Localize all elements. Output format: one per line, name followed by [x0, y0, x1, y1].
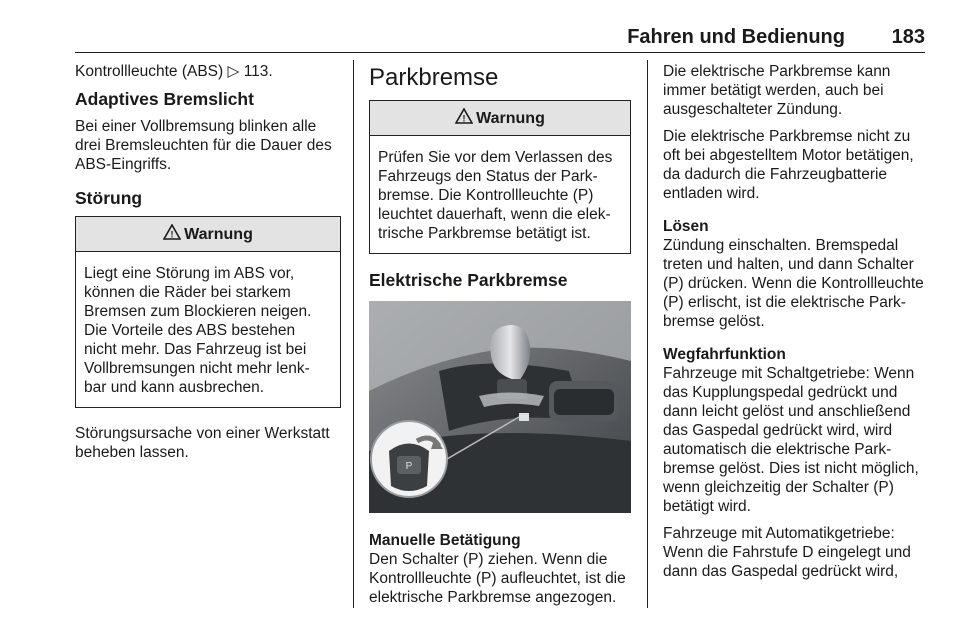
- column-1: [75, 62, 341, 470]
- page-number: 183: [891, 26, 925, 48]
- warning-text: Prüfen Sie vor dem Verlassen des Fahrzeugs den Status der Park- bremse. Die Kontrollleuchte (P) leuchtet dauerhaft, wenn die elek- trische Parkbremse betätigt ist.: [378, 149, 613, 242]
- paragraph-manual-transmission: Fahrzeuge mit Schaltgetriebe: Wenn das Kupplungspedal gedrückt und dann leicht gelöst und anschließend das Gaspedal gedrückt wird, wird automatisch die elektrische Park- bremse gelöst. Dies ist nicht möglich, wenn gleichzeitig der Schalter (P) betätigt wird.: [663, 365, 919, 515]
- column-2: [369, 62, 631, 615]
- column-3: [663, 62, 928, 589]
- heading-electric-parking-brake: Elektrische Parkbremse: [369, 270, 568, 290]
- page-header: [75, 24, 925, 50]
- warning-header: [76, 217, 340, 252]
- warning-box-parking: [369, 100, 631, 254]
- paragraph-workshop: Störungsursache von einer Werkstatt beheben lassen.: [75, 425, 330, 461]
- warning-header: [370, 101, 630, 136]
- warning-box-abs: [75, 216, 341, 408]
- paragraph-brake-light: Bei einer Vollbremsung blinken alle drei Bremsleuchten für die Dauer des ABS-Eingriffs.: [75, 118, 332, 173]
- heading-parking-brake: Parkbremse: [369, 64, 499, 91]
- warning-title: Warnung: [476, 109, 545, 127]
- heading-adaptive-brake-light: Adaptives Bremslicht: [75, 89, 254, 109]
- svg-text:!: !: [170, 229, 174, 239]
- header-rule: [75, 52, 925, 53]
- heading-drive-away: Wegfahrfunktion: [663, 346, 786, 363]
- svg-text:P: P: [405, 461, 413, 472]
- heading-manual-operation: Manuelle Betätigung: [369, 532, 521, 549]
- paragraph-battery: Die elektrische Parkbremse nicht zu oft bei abgestelltem Motor betätigen, da dadurch die Fahrzeugbatterie entladen wird.: [663, 128, 914, 202]
- heading-fault: Störung: [75, 188, 143, 208]
- warning-title: Warnung: [184, 225, 253, 243]
- gear-shifter-illustration: [369, 301, 631, 513]
- column-divider-2: [647, 60, 648, 608]
- warning-triangle-icon: [163, 224, 181, 245]
- paragraph-release: Zündung einschalten. Bremspedal treten und halten, und dann Schalter (P) drücken. Wenn die Kontrollleuchte (P) erlischt, ist die elektrische Park- bremse gelöst.: [663, 237, 924, 330]
- warning-triangle-icon: [455, 108, 473, 129]
- svg-text:!: !: [462, 113, 466, 123]
- paragraph-manual-operation: Den Schalter (P) ziehen. Wenn die Kontrollleuchte (P) aufleuchtet, ist die elektrische Parkbremse angezogen.: [369, 551, 626, 606]
- abs-reference: Kontrollleuchte (ABS) ▷ 113.: [75, 63, 273, 80]
- section-title: Fahren und Bedienung: [627, 26, 845, 48]
- warning-text: Liegt eine Störung im ABS vor, können die Räder bei starkem Bremsen zum Blockieren neigen. Die Vorteile des ABS bestehen nicht mehr. Das Fahrzeug ist bei Vollbremsungen nicht mehr lenk- bar und kann ausbrechen.: [84, 265, 312, 396]
- heading-release: Lösen: [663, 218, 709, 235]
- paragraph-always-operable: Die elektrische Parkbremse kann immer betätigt werden, auch bei ausgeschalteter Zündung.: [663, 63, 891, 118]
- column-divider-1: [353, 60, 354, 608]
- paragraph-automatic-transmission: Fahrzeuge mit Automatikgetriebe: Wenn die Fahrstufe D eingelegt und dann das Gaspedal gedrückt wird,: [663, 525, 911, 580]
- center-console-photo: [369, 301, 631, 513]
